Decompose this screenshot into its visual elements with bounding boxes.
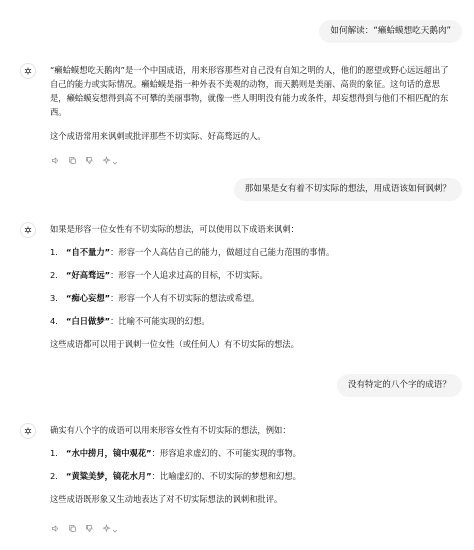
idiom-term: “白日做梦” — [66, 316, 111, 326]
copy-icon[interactable] — [67, 523, 77, 533]
list-item: 3. “痴心妄想”：形容一个人有不切实际的想法或希望。 — [50, 293, 260, 303]
idiom-desc: ：比喻虚幻的、不切实际的梦想和幻想。 — [151, 471, 301, 481]
assistant-message-content — [50, 63, 456, 143]
regenerate-button[interactable] — [101, 155, 119, 165]
message-actions — [50, 523, 119, 533]
list-item: 2. “黄粱美梦，镜花水月”：比喻虚幻的、不切实际的梦想和幻想。 — [50, 471, 301, 481]
user-message-text: 没有特定的八个字的成语？ — [347, 380, 451, 390]
idiom-term: “自不量力” — [66, 247, 111, 257]
regenerate-button[interactable] — [101, 523, 119, 533]
idiom-desc: ：形容一个人高估自己的能力，做超过自己能力范围的事情。 — [110, 247, 335, 257]
sparkle-icon — [102, 156, 111, 165]
openai-logo-icon — [20, 63, 36, 79]
user-message — [337, 374, 462, 397]
openai-logo-icon — [20, 222, 36, 238]
list-item: 2. “好高骛远”：形容一个人追求过高的目标，不切实际。 — [50, 270, 268, 280]
copy-icon[interactable] — [67, 155, 77, 165]
speaker-icon[interactable] — [50, 523, 60, 533]
chevron-down-icon — [112, 151, 118, 170]
user-message — [319, 20, 462, 43]
user-message-text: 如何解读：“癞蛤蟆想吃天鹅肉” — [330, 26, 451, 36]
user-message — [234, 178, 462, 201]
list-item: 1. “自不量力”：形容一个人高估自己的能力，做超过自己能力范围的事情。 — [50, 247, 335, 257]
assistant-paragraph: 这个成语常用来讽刺或批评那些不切实际、好高骛远的人。 — [50, 131, 266, 141]
assistant-message-content — [50, 222, 456, 351]
idiom-desc: ：形容追求虚幻的、不可能实现的事物。 — [151, 448, 301, 458]
openai-logo-icon — [20, 423, 36, 439]
thumbs-down-icon[interactable] — [84, 155, 94, 165]
idiom-term: “水中捞月，镜中观花” — [66, 448, 152, 458]
assistant-intro: 确实有八个字的成语可以用来形容女性有不切实际的想法，例如： — [50, 425, 291, 435]
assistant-intro: 如果是形容一位女性有不切实际的想法，可以使用以下成语来讽刺： — [50, 224, 299, 234]
speaker-icon[interactable] — [50, 155, 60, 165]
idiom-list — [50, 446, 456, 483]
assistant-paragraph: “癞蛤蟆想吃天鹅肉”是一个中国成语，用来形容那些对自己没有自知之明的人，他们的愿望或野心远远超出了自己的能力或实际情况。癞蛤蟆是指一种外表不美观的动物，而天鹅则是美丽、高贵的象征。这句话的意思是，癞蛤蟆妄想得到高不可攀的美丽事物，就像一些人明明没有能力或条件，却妄想得到与他们不相匹配的东西。 — [50, 65, 449, 117]
sparkle-icon — [102, 524, 111, 533]
chevron-down-icon — [112, 519, 118, 538]
idiom-term: “痴心妄想” — [66, 293, 111, 303]
thumbs-down-icon[interactable] — [84, 523, 94, 533]
idiom-term: “黄粱美梦，镜花水月” — [66, 471, 152, 481]
assistant-outro: 这些成语既形象又生动地表达了对不切实际想法的讽刺和批评。 — [50, 494, 283, 504]
list-item: 1. “水中捞月，镜中观花”：形容追求虚幻的、不可能实现的事物。 — [50, 448, 301, 458]
list-item: 4. “白日做梦”：比喻不可能实现的幻想。 — [50, 316, 210, 326]
idiom-desc: ：比喻不可能实现的幻想。 — [110, 316, 210, 326]
assistant-message-content — [50, 423, 456, 506]
idiom-list — [50, 245, 456, 328]
idiom-desc: ：形容一个人追求过高的目标，不切实际。 — [110, 270, 268, 280]
user-message-text: 那如果是女有着不切实际的想法，用成语该如何讽刺？ — [244, 184, 451, 194]
assistant-outro: 这些成语都可以用于讽刺一位女性（或任何人）有不切实际的想法。 — [50, 339, 299, 349]
message-actions — [50, 155, 119, 165]
idiom-desc: ：形容一个人有不切实际的想法或希望。 — [110, 293, 260, 303]
idiom-term: “好高骛远” — [66, 270, 111, 280]
